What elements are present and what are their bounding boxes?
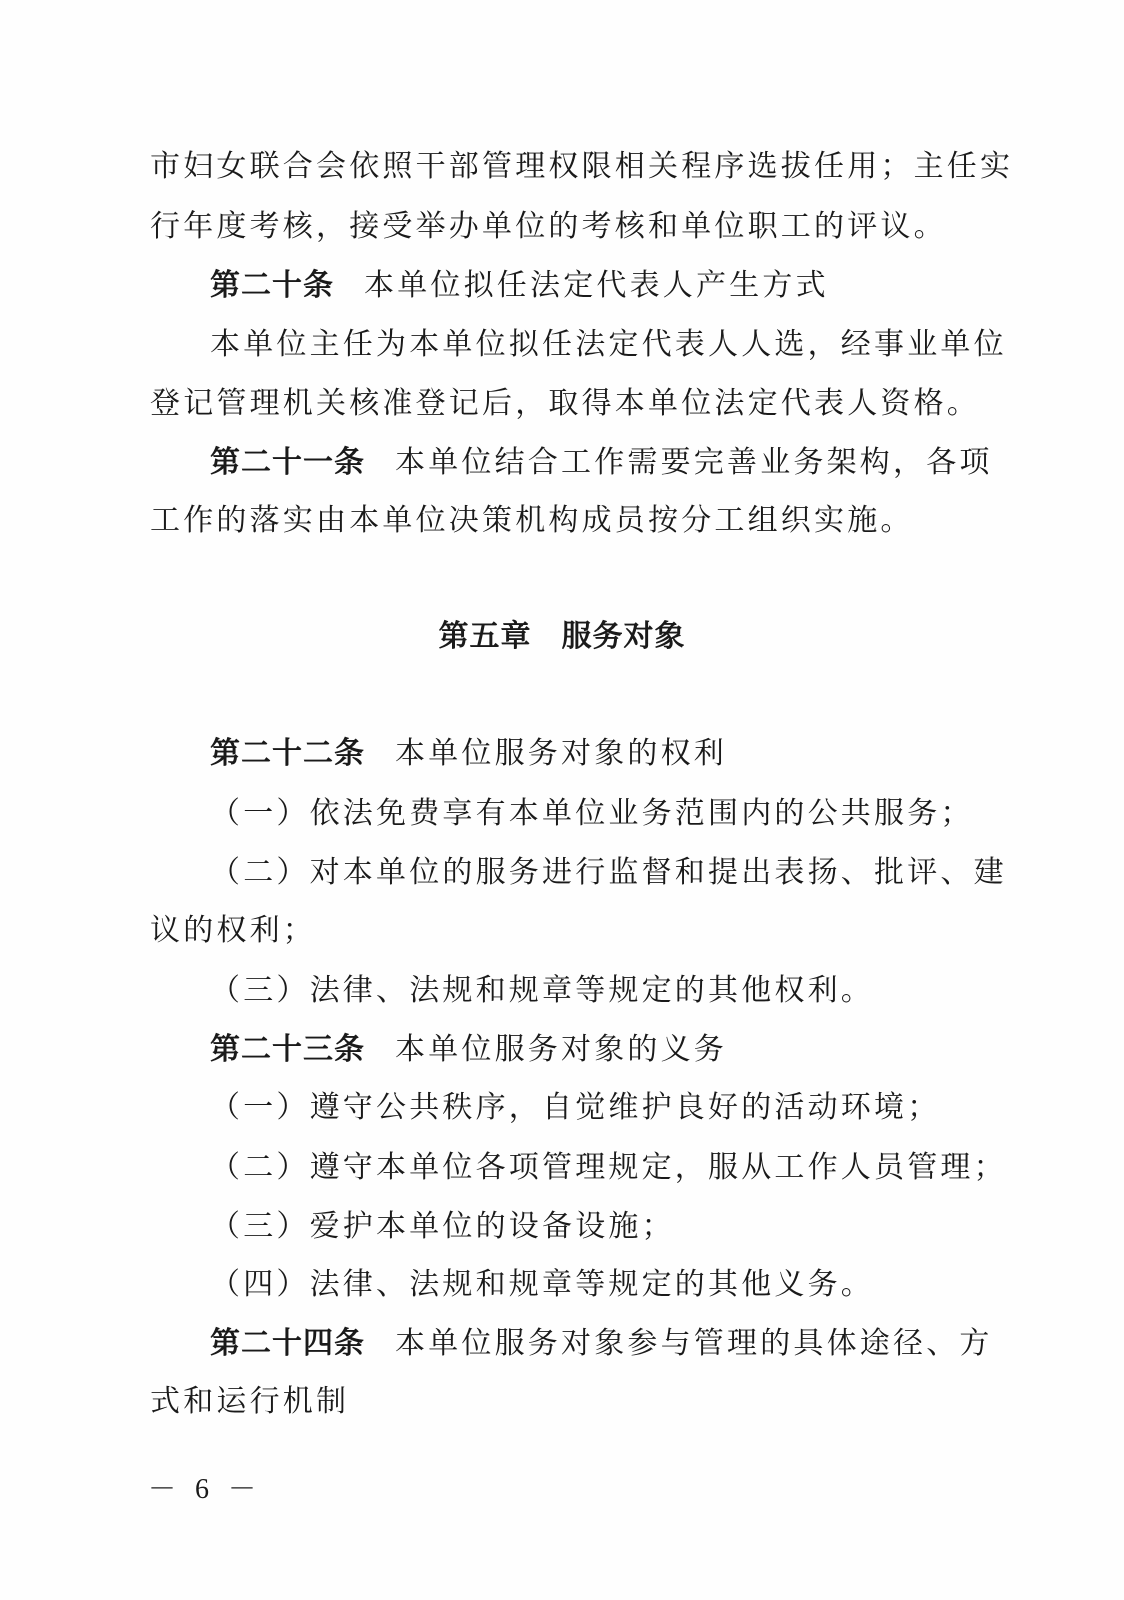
article-heading: 第二十二条 bbox=[210, 736, 365, 771]
text-line: 行年度考核，接受举办单位的考核和单位职工的评议。 bbox=[150, 209, 947, 244]
article-title: 本单位服务对象的权利 bbox=[395, 736, 727, 771]
article-20 bbox=[210, 266, 940, 306]
chapter-heading bbox=[0, 617, 1124, 657]
list-item: （一）遵守公共秩序，自觉维护良好的活动环境； bbox=[210, 1090, 941, 1125]
article-heading: 第二十条 bbox=[210, 268, 334, 303]
text-line: 市妇女联合会依照干部管理权限相关程序选拔任用；主任实 bbox=[150, 149, 1014, 184]
text-line: 登记管理机关核准登记后，取得本单位法定代表人资格。 bbox=[150, 386, 980, 421]
article-text: 本单位结合工作需要完善业务架构，各项 bbox=[395, 445, 993, 480]
chapter-number: 第五章 bbox=[438, 619, 532, 654]
page-number: － 6 － bbox=[148, 1474, 263, 1505]
article-22 bbox=[210, 734, 940, 774]
list-item: （二）遵守本单位各项管理规定，服从工作人员管理； bbox=[210, 1150, 1007, 1185]
text-line: 工作的落实由本单位决策机构成员按分工组织实施。 bbox=[150, 503, 914, 538]
text-line: 议的权利； bbox=[150, 913, 316, 948]
article-24 bbox=[210, 1324, 993, 1364]
list-item: （四）法律、法规和规章等规定的其他义务。 bbox=[210, 1267, 874, 1302]
article-title: 本单位服务对象的义务 bbox=[395, 1032, 727, 1067]
article-title: 本单位拟任法定代表人产生方式 bbox=[364, 268, 829, 303]
article-heading: 第二十三条 bbox=[210, 1032, 365, 1067]
list-item: （三）爱护本单位的设备设施； bbox=[210, 1209, 675, 1244]
list-item: （二）对本单位的服务进行监督和提出表扬、批评、建 bbox=[210, 855, 1007, 890]
list-item: （三）法律、法规和规章等规定的其他权利。 bbox=[210, 973, 874, 1008]
chapter-title: 服务对象 bbox=[561, 619, 686, 654]
list-item: （一）依法免费享有本单位业务范围内的公共服务； bbox=[210, 796, 974, 831]
article-text: 本单位服务对象参与管理的具体途径、方 bbox=[395, 1326, 993, 1361]
text-line: 本单位主任为本单位拟任法定代表人人选，经事业单位 bbox=[210, 327, 1007, 362]
article-21 bbox=[210, 443, 993, 483]
article-heading: 第二十一条 bbox=[210, 445, 365, 480]
article-23 bbox=[210, 1030, 940, 1070]
text-line: 式和运行机制 bbox=[150, 1384, 350, 1419]
article-heading: 第二十四条 bbox=[210, 1326, 365, 1361]
